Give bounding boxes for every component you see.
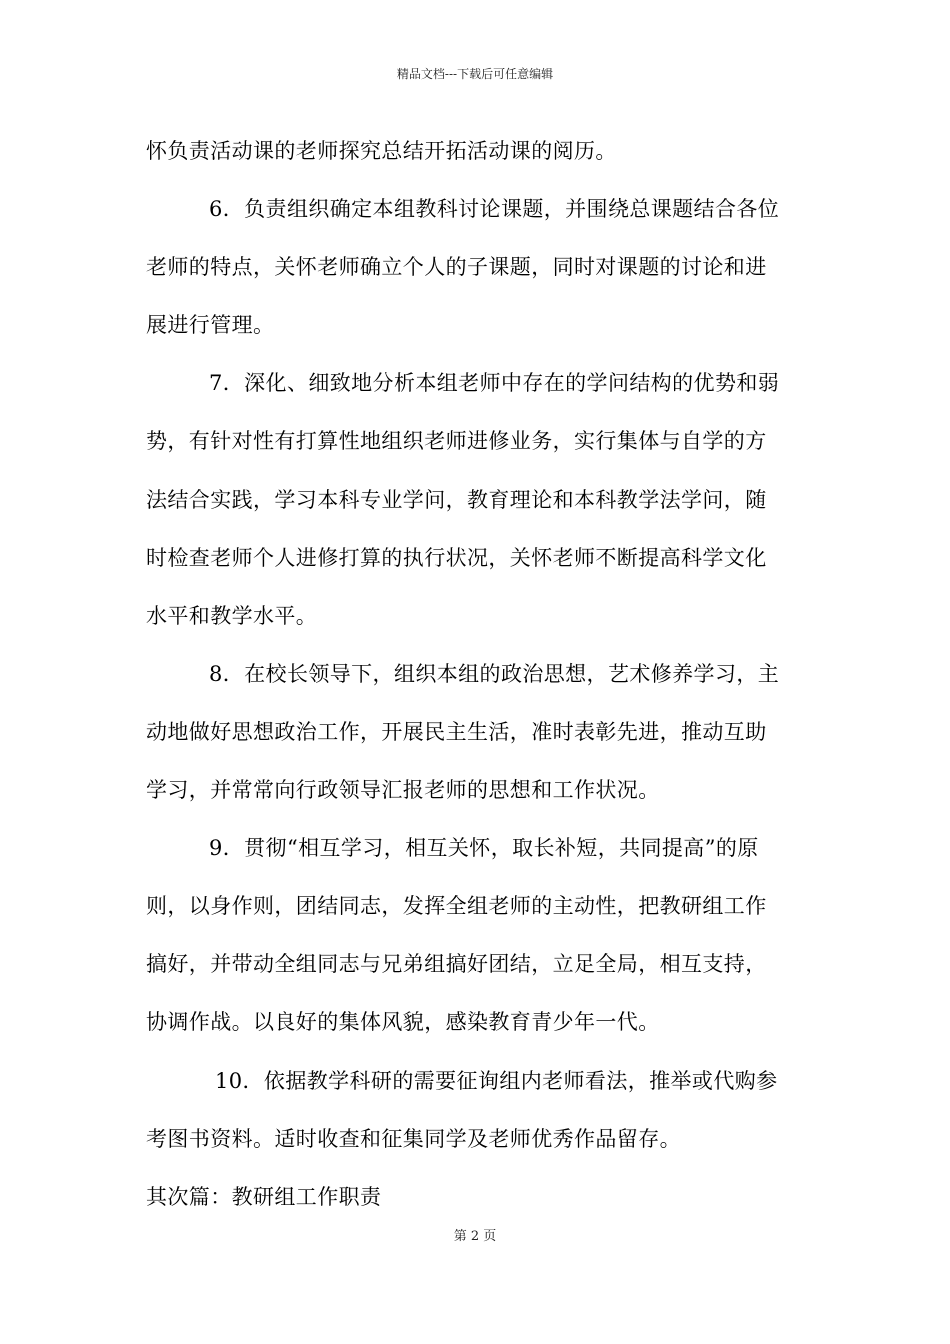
paragraph-line: 法结合实践，学习本科专业学问，教育理论和本科教学法学问，随 [146, 487, 767, 512]
paragraph-line: 6．负责组织确定本组教科讨论课题，并围绕总课题结合各位 [209, 197, 780, 222]
paragraph-line: 动地做好思想政治工作，开展民主生活，准时表彰先进，推动互助 [146, 719, 767, 744]
paragraph-line: 展进行管理。 [146, 313, 275, 338]
paragraph-line: 老师的特点，关怀老师确立个人的子课题，同时对课题的讨论和进 [146, 255, 767, 280]
paragraph-line: 10．依据教学科研的需要征询组内老师看法，推举或代购参 [215, 1068, 778, 1093]
page-number: 第 2 页 [453, 1229, 497, 1244]
paragraph-line: 时检查老师个人进修打算的执行状况，关怀老师不断提高科学文化 [146, 545, 767, 570]
paragraph-line: 考图书资料。适时收查和征集同学及老师优秀作品留存。 [146, 1126, 681, 1151]
document-body [146, 128, 810, 1232]
paragraph-line: 水平和教学水平。 [146, 603, 318, 628]
page-header: 精品文档---下载后可任意编辑 [396, 67, 554, 81]
paragraph-line: 学习，并常常向行政领导汇报老师的思想和工作状况。 [146, 778, 660, 803]
paragraph-line: 则，以身作则，团结同志，发挥全组老师的主动性，把教研组工作 [146, 894, 767, 919]
paragraph-line: 协调作战。以良好的集体风貌，感染教育青少年一代。 [146, 1010, 660, 1035]
section-heading: 其次篇：教研组工作职责 [146, 1184, 382, 1209]
paragraph-line: 怀负责活动课的老师探究总结开拓活动课的阅历。 [146, 139, 617, 163]
paragraph-line: 7．深化、细致地分析本组老师中存在的学问结构的优势和弱 [209, 371, 780, 396]
paragraph-line: 势，有针对性有打算性地组织老师进修业务，实行集体与自学的方 [146, 429, 767, 454]
paragraph-line: 8．在校长领导下，组织本组的政治思想，艺术修养学习，主 [209, 661, 780, 686]
paragraph-line: 搞好，并带动全组同志与兄弟组搞好团结，立足全局，相互支持， [146, 952, 767, 977]
paragraph-line: 9．贯彻“相互学习，相互关怀，取长补短，共同提高”的原 [209, 836, 759, 861]
